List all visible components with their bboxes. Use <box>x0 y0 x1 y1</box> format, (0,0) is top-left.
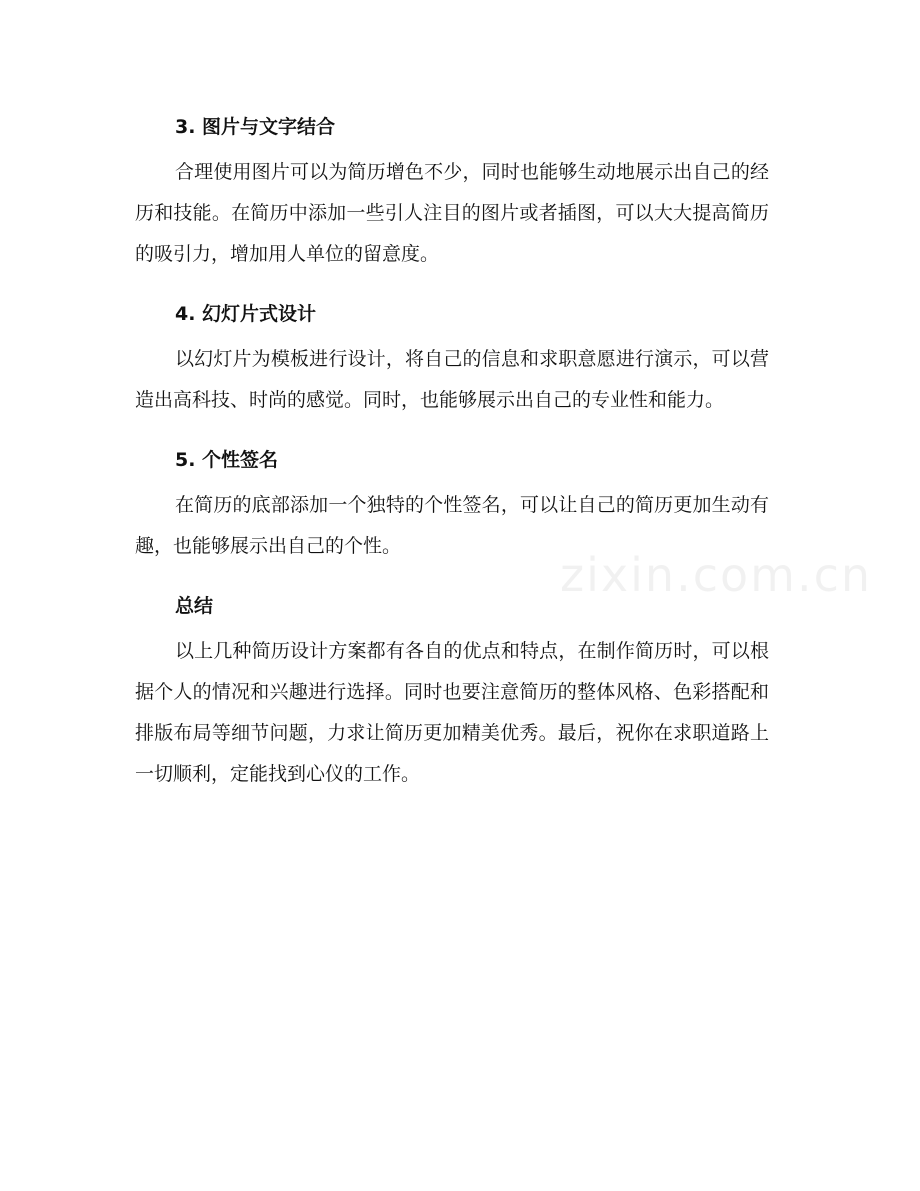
watermark-text: zixin.com.cn <box>560 548 873 602</box>
section-paragraph-summary: 以上几种简历设计方案都有各自的优点和特点，在制作简历时，可以根据个人的情况和兴趣进行选择。同时也要注意简历的整体风格、色彩搭配和排版布局等细节问题，力求让简历更加精美优秀。最后，祝你在求职道路上一切顺利，定能找到心仪的工作。 <box>135 640 769 785</box>
section-heading-signature: 5. 个性签名 <box>175 449 279 471</box>
section-heading-summary: 总结 <box>175 595 214 617</box>
document-page <box>135 108 769 815</box>
section-paragraph-signature: 在简历的底部添加一个独特的个性签名，可以让自己的简历更加生动有趣，也能够展示出自己的个性。 <box>135 494 769 557</box>
section-paragraph-slideshow-design: 以幻灯片为模板进行设计，将自己的信息和求职意愿进行演示，可以营造出高科技、时尚的感觉。同时，也能够展示出自己的专业性和能力。 <box>135 348 769 411</box>
section-heading-slideshow-design: 4. 幻灯片式设计 <box>175 303 317 325</box>
section-paragraph-images-text: 合理使用图片可以为简历增色不少，同时也能够生动地展示出自己的经历和技能。在简历中添加一些引人注目的图片或者插图，可以大大提高简历的吸引力，增加用人单位的留意度。 <box>135 161 769 265</box>
section-heading-images-text: 3. 图片与文字结合 <box>175 116 336 138</box>
